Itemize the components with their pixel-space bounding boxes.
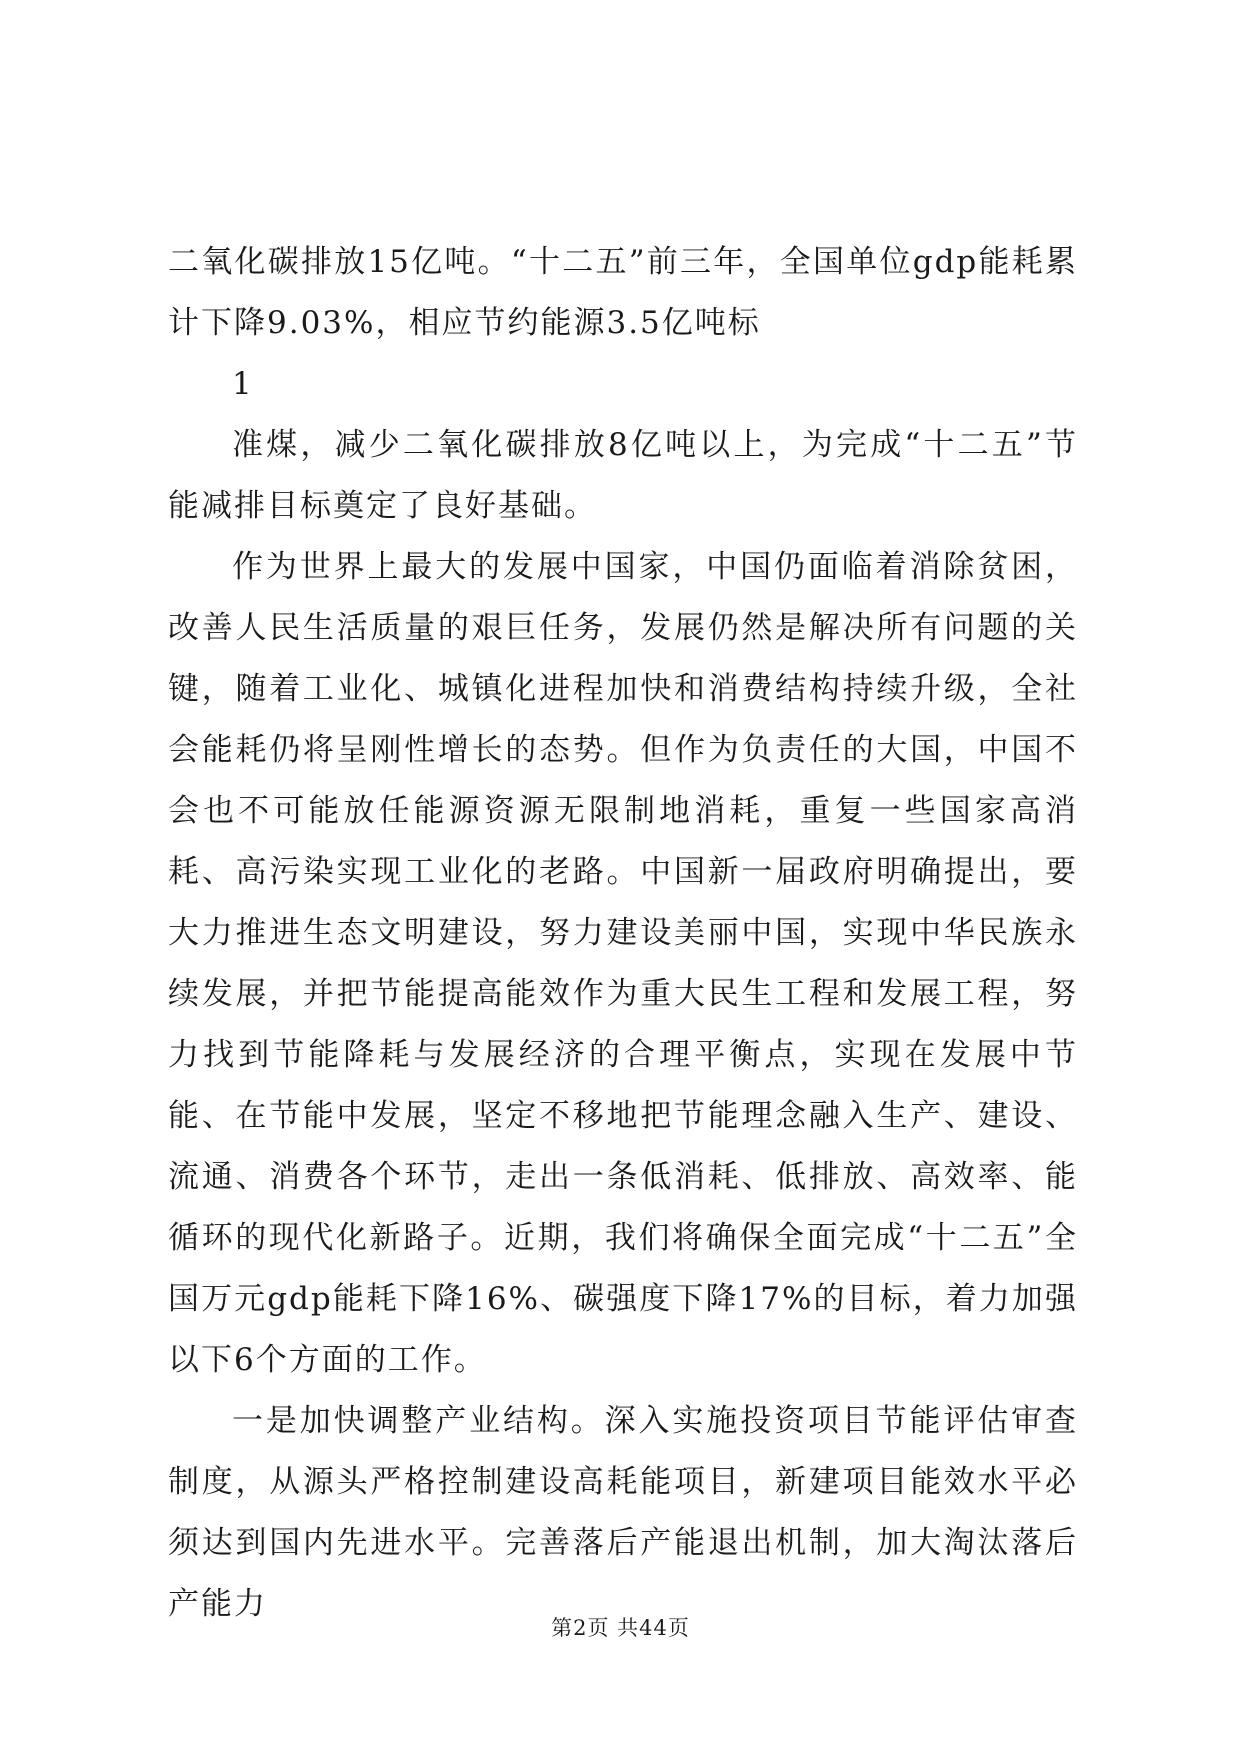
paragraph-development: 作为世界上最大的发展中国家，中国仍面临着消除贫困，改善人民生活质量的艰巨任务，发展仍然是解决所有问题的关键，随着工业化、城镇化进程加快和消费结构持续升级，全社会能耗仍将呈刚性增长的态势。但作为负责任的大国，中国不会也不可能放任能源资源无限制地消耗，重复一些国家高消耗、高污染实现工业化的老路。中国新一届政府明确提出，要大力推进生态文明建设，努力建设美丽中国，实现中华民族永续发展，并把节能提高能效作为重大民生工程和发展工程，努力找到节能降耗与发展经济的合理平衡点，实现在发展中节能、在节能中发展，坚定不移地把节能理念融入生产、建设、流通、消费各个环节，走出一条低消耗、低排放、高效率、能循环的现代化新路子。近期，我们将确保全面完成“十二五”全国万元gdp能耗下降16%、碳强度下降17%的目标，着力加强以下6个方面的工作。 xyxy=(168,549,1078,1378)
inline-page-number: 1 xyxy=(232,366,254,402)
page-footer xyxy=(0,1612,1241,1642)
document-body xyxy=(168,232,1078,1635)
paragraph-industrial-structure: 一是加快调整产业结构。深入实施投资项目节能评估审查制度，从源头严格控制建设高耗能项目，新建项目能效水平必须达到国内先进水平。完善落后产能退出机制，加大淘汰落后产能力 xyxy=(168,1403,1078,1622)
paragraph-continuation: 二氧化碳排放15亿吨。“十二五”前三年，全国单位gdp能耗累计下降9.03%，相应节约能源3.5亿吨标 xyxy=(168,244,1078,341)
page-indicator: 第2页 共44页 xyxy=(551,1616,690,1640)
paragraph-coal: 准煤，减少二氧化碳排放8亿吨以上，为完成“十二五”节能减排目标奠定了良好基础。 xyxy=(168,427,1078,524)
